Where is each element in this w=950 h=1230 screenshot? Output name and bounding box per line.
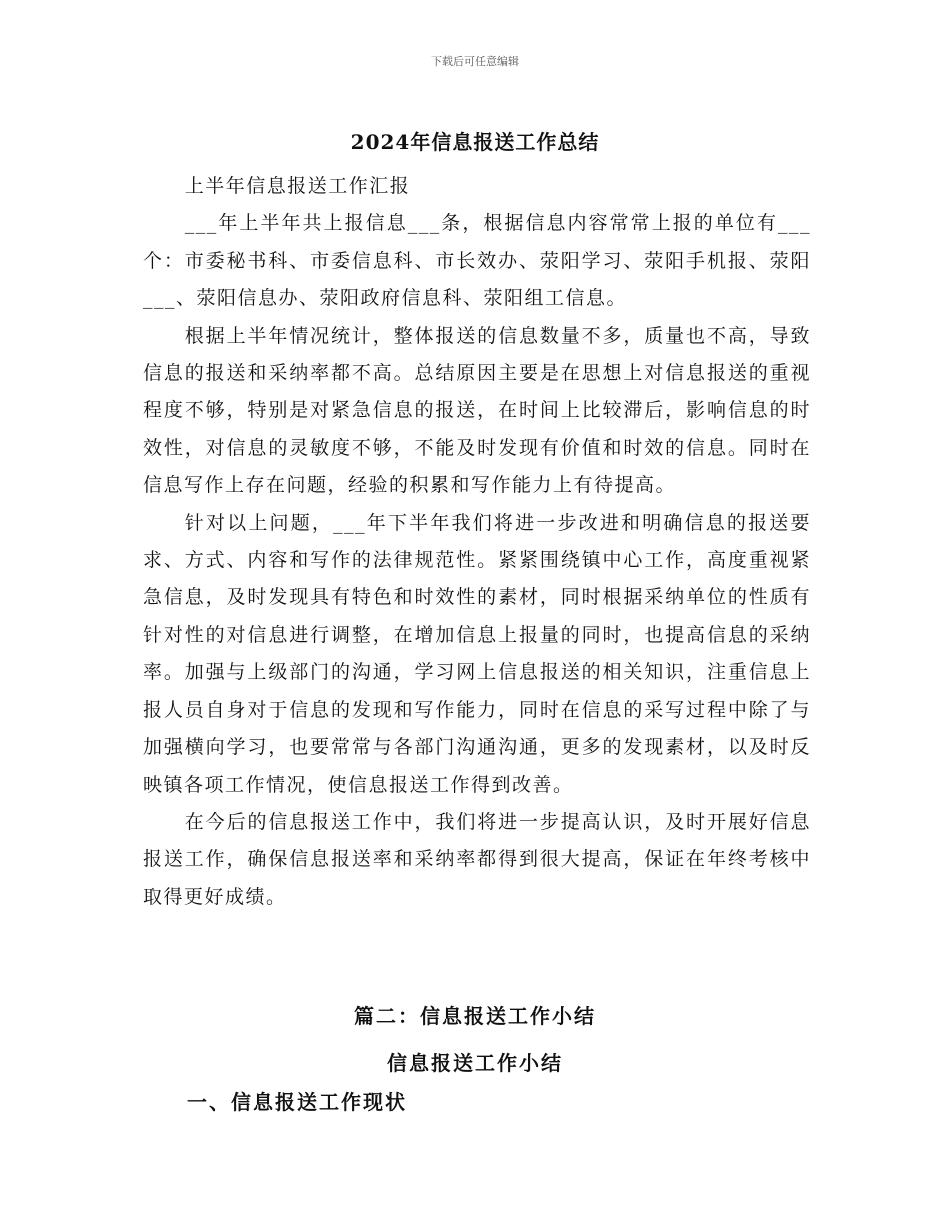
section-2-sub-heading: 一、信息报送工作现状 (187, 1090, 407, 1114)
paragraph-improvement-plan: 针对以上问题，___年下半年我们将进一步改进和明确信息的报送要求、方式、内容和写作的法律规范性。紧紧围绕镇中心工作，高度重视紧急信息，及时发现具有特色和时效性的素材，同时根据采纳单位的性质有针对性的对信息进行调整，在增加信息上报量的同时，也提高信息的采纳率。加强与上级部门的沟通，学习网上信息报送的相关知识，注重信息上报人员自身对于信息的发现和写作能力，同时在信息的采写过程中除了与加强横向学习，也要常常与各部门沟通沟通，更多的发现素材，以及时反映镇各项工作情况，使信息报送工作得到改善。 (143, 511, 811, 796)
document-title: 2024年信息报送工作总结 (350, 130, 600, 154)
document-body (143, 168, 811, 916)
paragraph-intro-heading: 上半年信息报送工作汇报 (184, 175, 411, 197)
paragraph-analysis: 根据上半年情况统计，整体报送的信息数量不多，质量也不高，导致信息的报送和采纳率都不高。总结原因主要是在思想上对信息报送的重视程度不够，特别是对紧急信息的报送，在时间上比较滞后，影响信息的时效性，对信息的灵敏度不够，不能及时发现有价值和时效的信息。同时在信息写作上存在问题，经验的积累和写作能力上有待提高。 (143, 324, 811, 497)
section-2-title: 信息报送工作小结 (387, 1051, 563, 1075)
paragraph-report-summary: ___年上半年共上报信息___条，根据信息内容常常上报的单位有___个：市委秘书科、市委信息科、市长效办、荥阳学习、荥阳手机报、荥阳___、荥阳信息办、荥阳政府信息科、荥阳组工信息。 (143, 212, 811, 310)
section-2-heading: 篇二：信息报送工作小结 (354, 1004, 596, 1028)
paragraph-conclusion: 在今后的信息报送工作中，我们将进一步提高认识，及时开展好信息报送工作，确保信息报送率和采纳率都得到很大提高，保证在年终考核中取得更好成绩。 (143, 810, 811, 908)
page-header-note: 下载后可任意编辑 (431, 55, 519, 68)
